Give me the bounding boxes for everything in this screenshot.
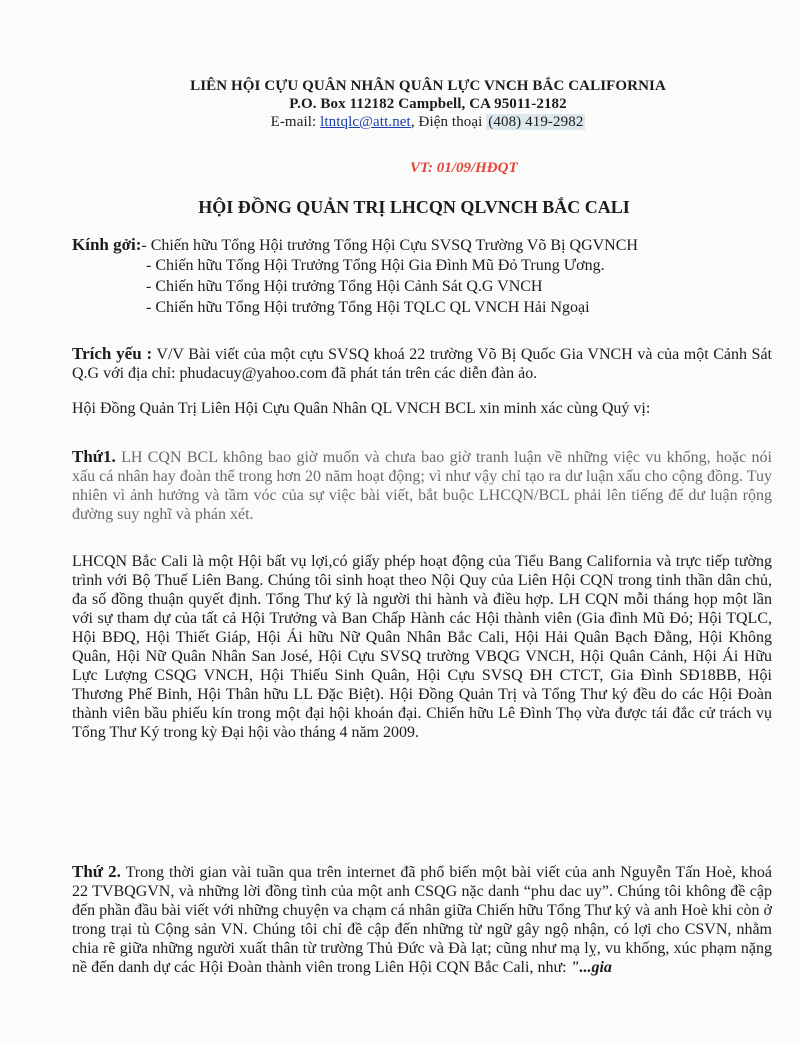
org-name: LIÊN HỘI CỰU QUÂN NHÂN QUÂN LỰC VNCH BẮC CALIFORNIA — [190, 78, 666, 94]
po-box: P.O. Box 112182 Campbell, CA 95011-2182 — [289, 96, 567, 112]
email-link[interactable]: ltntqlc@att.net — [320, 114, 411, 130]
address-block — [72, 235, 772, 319]
address-line: - Chiến hữu Tổng Hội Trưởng Tổng Hội Gia Đình Mũ Đỏ Trung Ương. — [146, 257, 605, 274]
address-line: Kính gởi:- Chiến hữu Tổng Hội trưởng Tổng Hội Cựu SVSQ Trường Võ Bị QGVNCH — [72, 235, 638, 254]
address-line: - Chiến hữu Tổng Hội trưởng Tổng Hội TQLC QL VNCH Hải Ngoại — [146, 299, 590, 316]
point-one-label: Thứ1. — [72, 447, 116, 466]
phone-number: (408) 419-2982 — [488, 114, 584, 130]
association-paragraph: LHCQN Bắc Cali là một Hội bất vụ lợi,có giấy phép hoạt động của Tiểu Bang California và trực tiếp tường trình với Bộ Thuế Liên Bang. Chúng tôi sinh hoạt theo Nội Quy của Liên Hội CQN trong tinh thần dân chủ, đa số đồng thuận quyết định. Tổng Thư ký là người thi hành và điều hợp. LH CQN mỗi tháng họp một lần với sự tham dự của tất cả Hội Trưởng và Ban Chấp Hành các Hội thành viên (Gia đình Mũ Đỏ; Hội TQLC, Hội BĐQ, Hội Thiết Giáp, Hội Ái hữu Nữ Quân Nhân Bắc Cali, Hội Hải Quân Bạch Đằng, Hội Không Quân, Hội Nữ Quân Nhân San José, Hội Cựu SVSQ trường VBQG VNCH, Hội Quân Cảnh, Hội Ái Hữu Lực Lượng CSQG VNCH, Hội Thiếu Sinh Quân, Hội Cựu SVSQ ĐH CTCT, Gia Đình SĐ18BB, Hội Thương Phế Binh, Hội Thân hữu LL Đặc Biệt). Hội Đồng Quản Trị và Tổng Thư ký đều do các Hội Đoàn thành viên bầu phiếu kín trong một đại hội khoán đại. Chiến hữu Lê Đình Thọ vừa được tái đắc cử trách vụ Tổng Thư Ký trong kỳ Đại hội vào tháng 4 năm 2009. — [72, 553, 772, 741]
address-label: Kính gởi: — [72, 235, 142, 254]
reference-number: VT: 01/09/HĐQT — [410, 160, 518, 176]
point-one-paragraph: Thứ1. LH CQN BCL không bao giờ muốn và chưa bao giờ tranh luận về những việc vu khống, hoặc nói xấu cá nhân hay đoàn thể trong hơn 20 năm hoạt động; vì như vậy chỉ tạo ra dư luận xấu cho cộng đồng. Tuy nhiên vì ảnh hưởng và tầm vóc của sự việc bài viết, bắt buộc LHCQN/BCL phải lên tiếng để dư luận rộng đường suy nghĩ và phán xét. — [72, 447, 772, 523]
point-two-paragraph: Thứ 2. Trong thời gian vài tuần qua trên internet đã phổ biến một bài viết của anh Nguyễn Tấn Hoè, khoá 22 TVBQGVN, và những lời đồng tình của một anh CSQG nặc danh “phu dac uy”. Chúng tôi không đề cập đến phần đầu bài viết với những chuyện va chạm cá nhân giữa Chiến hữu Tổng Thư ký và anh Hoè khi còn ở trong trại tù Cộng sản VN. Chúng tôi chỉ đề cập đến những từ ngữ gây ngộ nhận, có lợi cho CSVN, nhằm chia rẽ giữa những người xuất thân từ trường Thủ Đức và Đà lạt; cũng như mạ lỵ, vu khống, xúc phạm nặng nề đến danh dự các Hội Đoàn thành viên trong Liên Hội CQN Bắc Cali, như: "...gia — [72, 862, 773, 976]
phone-label: , Điện thoại — [410, 114, 487, 130]
council-title: HỘI ĐỒNG QUẢN TRỊ LHCQN QLVNCH BẮC CALI — [198, 197, 630, 217]
subject-label: Trích yếu : — [72, 344, 153, 363]
point-two-label: Thứ 2. — [72, 862, 121, 881]
address-line: - Chiến hữu Tổng Hội trưởng Tổng Hội Cảnh Sát Q.G VNCH — [146, 278, 543, 295]
contact-line — [28, 114, 800, 131]
subject-paragraph: Trích yếu : V/V Bài viết của một cựu SVSQ khoá 22 trường Võ Bị Quốc Gia VNCH và của một Cảnh Sát Q.G với địa chỉ: phudacuy@yahoo.com đã phát tán trên các diễn đàn ảo. — [72, 344, 772, 382]
confirm-paragraph: Hội Đồng Quản Trị Liên Hội Cựu Quân Nhân QL VNCH BCL xin minh xác cùng Quý vị: — [72, 400, 651, 417]
email-label: E-mail: — [270, 114, 321, 130]
